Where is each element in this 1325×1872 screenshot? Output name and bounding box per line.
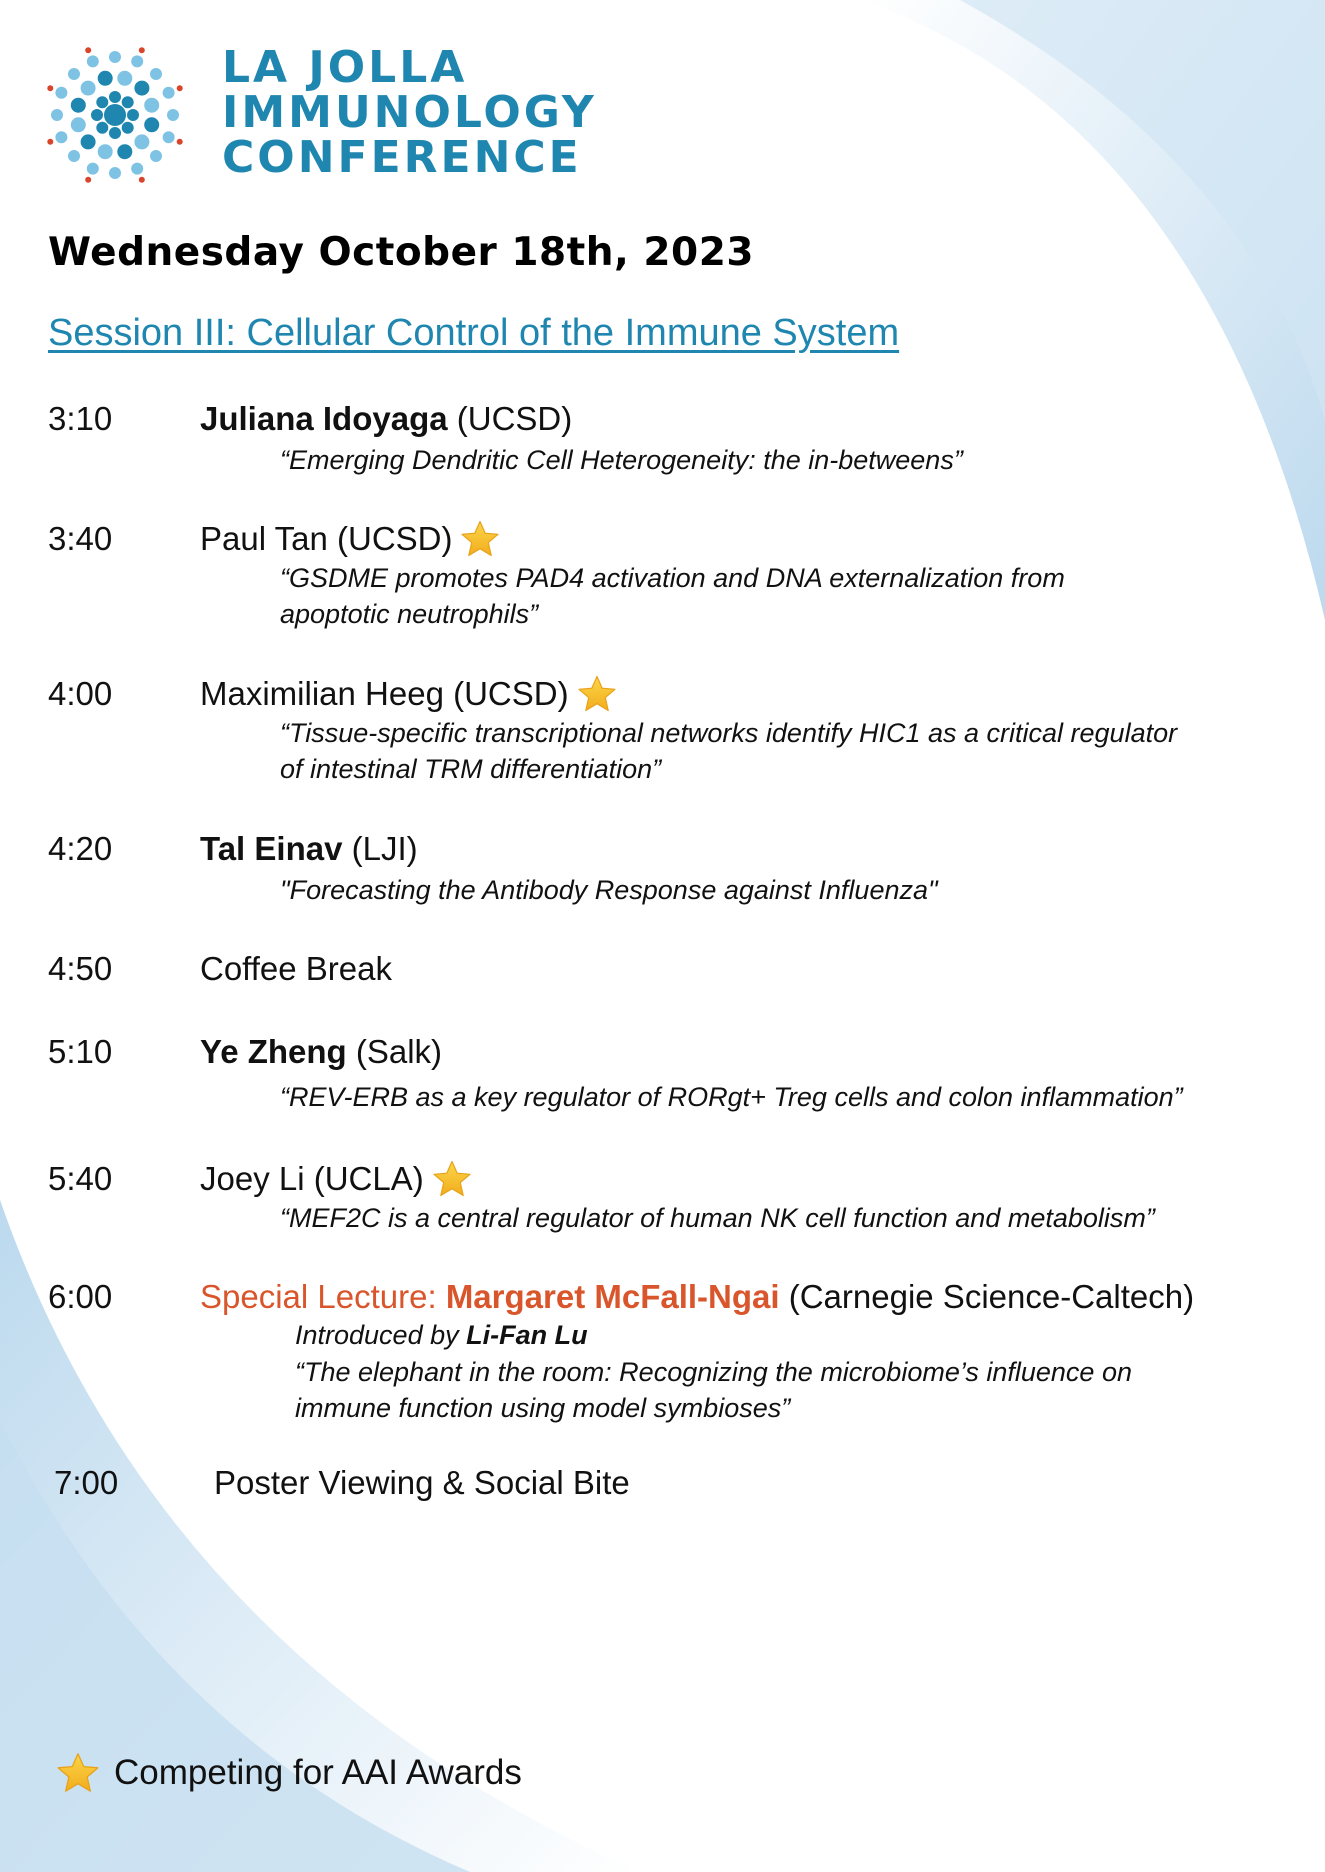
talk-title: “Emerging Dendritic Cell Heterogeneity: the in-betweens” [280,445,963,475]
introduced-by [295,1320,588,1351]
conference-logo-text [222,42,597,183]
snowflake-cell-icon [40,40,190,190]
speaker-name: Ye Zheng [200,1033,347,1070]
entry-speaker [200,520,500,558]
talk-title [280,715,1177,787]
star-icon [577,675,617,713]
speaker-name: Juliana Idoyaga [200,400,448,437]
speaker-affiliation: (UCSD) [447,400,573,437]
talk-title: “MEF2C is a central regulator of human NK cell function and metabolism” [280,1203,1155,1233]
entry-speaker [200,400,572,438]
star-icon [432,1160,472,1198]
entry-speaker [200,1033,442,1071]
entry-speaker [200,1160,472,1198]
session-title-link[interactable]: Session III: Cellular Control of the Immune System [48,312,900,354]
talk-title-line: “GSDME promotes PAD4 activation and DNA externalization from [280,563,1065,593]
entry-time: 5:40 [48,1160,113,1197]
entry-time: 4:20 [48,830,113,867]
entry-speaker [200,1278,1194,1316]
speaker-text: Joey Li (UCLA) [200,1160,424,1197]
logo-line-3: CONFERENCE [222,132,582,183]
speaker-name: Tal Einav [200,830,343,867]
entry-event: Poster Viewing & Social Bite [214,1464,630,1501]
talk-title-line: “Tissue-specific transcriptional networks identify HIC1 as a critical regulator [280,718,1178,748]
talk-title-line: “The elephant in the room: Recognizing the microbiome’s influence on [295,1357,1132,1387]
logo-line-1: LA JOLLA [222,42,468,93]
legend-text: Competing for AAI Awards [114,1753,522,1792]
speaker-affiliation: (Carnegie Science-Caltech) [779,1278,1195,1315]
entry-time: 3:10 [48,400,113,437]
talk-title-line: immune function using model symbioses” [295,1393,791,1423]
entry-event: Coffee Break [200,950,393,987]
intro-name: Li-Fan Lu [466,1320,588,1350]
entry-time: 4:00 [48,675,113,712]
speaker-name: Margaret McFall-Ngai [445,1278,780,1315]
awards-legend [56,1752,522,1794]
speaker-text: Maximilian Heeg (UCSD) [200,675,569,712]
entry-time: 3:40 [48,520,113,557]
speaker-text: Paul Tan (UCSD) [200,520,453,557]
entry-time: 6:00 [48,1278,113,1315]
talk-title-line: apoptotic neutrophils” [280,599,539,629]
intro-prefix: Introduced by [295,1320,467,1350]
star-icon [56,1752,100,1794]
special-lecture-label: Special Lecture: [200,1278,446,1315]
entry-speaker [200,830,418,868]
logo-line-2: IMMUNOLOGY [222,87,597,138]
talk-title: “REV-ERB as a key regulator of RORgt+ Treg cells and colon inflammation” [280,1082,1183,1112]
entry-time: 5:10 [48,1033,113,1070]
star-icon [460,520,500,558]
page-date-heading: Wednesday October 18th, 2023 [48,230,754,275]
entry-time: 4:50 [48,950,113,987]
speaker-affiliation: (Salk) [346,1033,443,1070]
entry-time: 7:00 [54,1464,119,1501]
talk-title: "Forecasting the Antibody Response against Influenza" [280,875,938,905]
talk-title-line: of intestinal TRM differentiation” [280,754,662,784]
entry-speaker [200,675,617,713]
talk-title [295,1354,1132,1426]
talk-title [280,560,1065,632]
speaker-affiliation: (LJI) [342,830,418,867]
